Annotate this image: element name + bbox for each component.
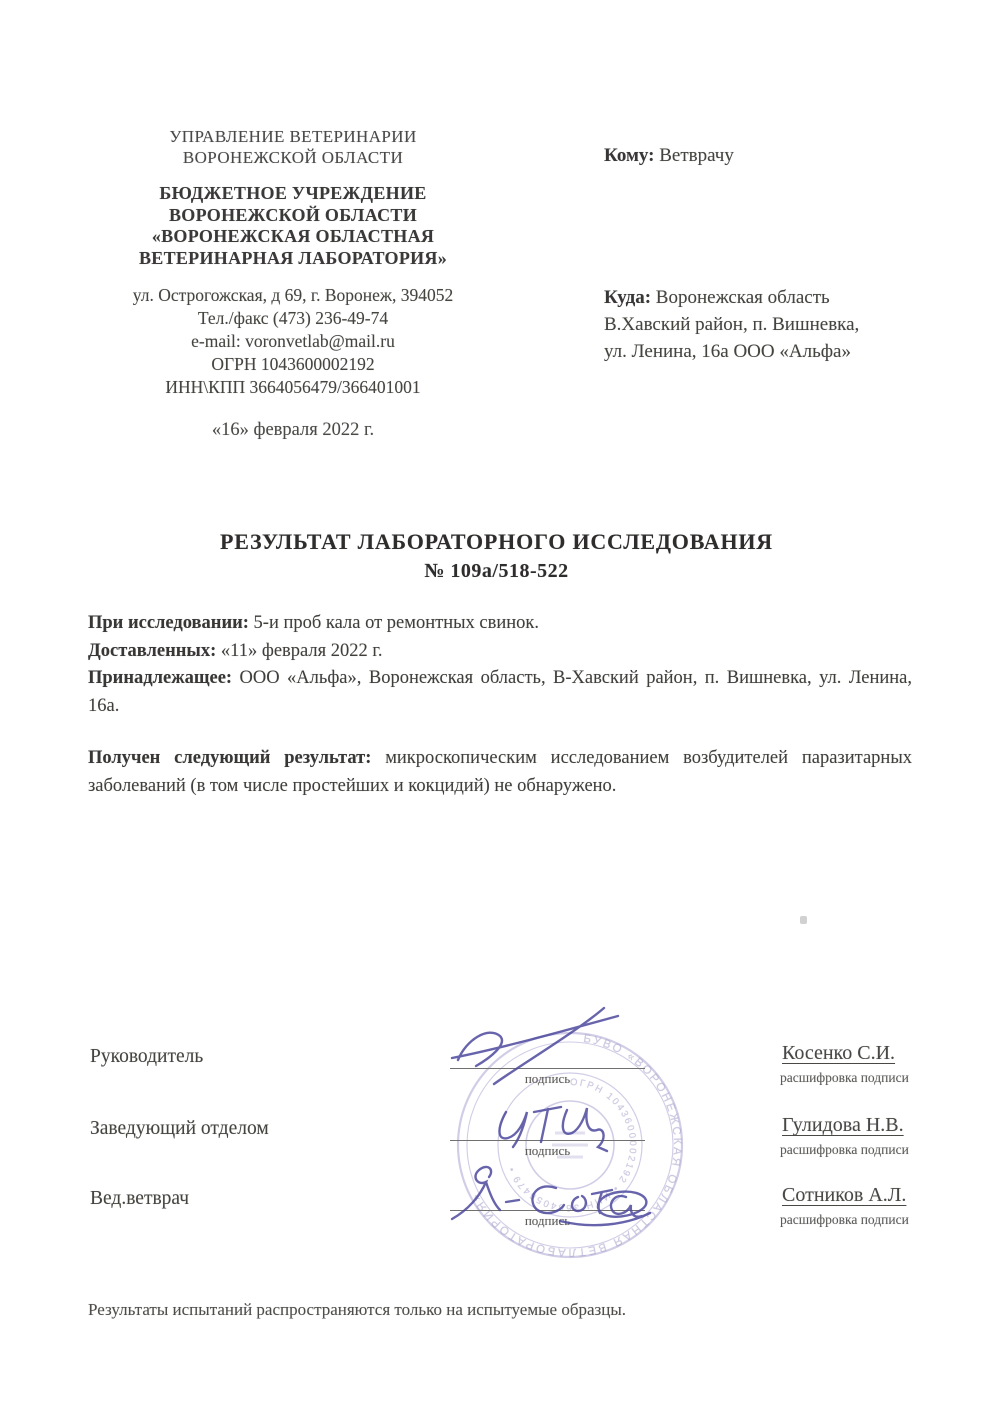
org-authority-line: УПРАВЛЕНИЕ ВЕТЕРИНАРИИ: [169, 127, 417, 146]
org-name: [78, 183, 508, 269]
stamp-ring-text-inner: ОГРН 1043600002192 • ИНН 3664056479 •: [505, 1076, 638, 1214]
footer-note: Результаты испытаний распространяются только на испытуемые образцы.: [88, 1300, 626, 1319]
recipient-where-line: ул. Ленина, 16а ООО «Альфа»: [604, 341, 851, 362]
org-street-address: ул. Острогожская, д 69, г. Воронеж, 394052: [132, 285, 454, 305]
org-phone: Тел./факс (473) 236-49-74: [197, 308, 389, 328]
stamp-ring-text-outer: БУВО «ВОРОНЕЖСКАЯ ОБЛАСТНАЯ ВЕТЛАБОРАТОРИЯ»: [468, 1032, 684, 1259]
scan-artifact: [800, 916, 807, 924]
signature-row-lead-vet: [0, 1180, 993, 1250]
document-number: № 109а/518-522: [424, 560, 569, 582]
signature-role: Вед.ветврач: [90, 1188, 190, 1209]
paragraph-owner-label: Принадлежащее:: [88, 668, 233, 688]
org-contact-block: [78, 284, 508, 399]
signature-row-head-of-department: [0, 1110, 993, 1180]
body-details: [88, 610, 912, 720]
org-authority-line: ВОРОНЕЖСКОЙ ОБЛАСТИ: [182, 148, 404, 167]
org-authority: [78, 126, 508, 168]
signature-caption: подпись: [524, 1071, 571, 1086]
paragraph-examined: [88, 610, 912, 638]
signature-name: Гулидова Н.В.: [782, 1114, 904, 1136]
signature-line: [450, 1068, 645, 1069]
paragraph-examined-label: При исследовании:: [88, 613, 249, 633]
org-name-line: БЮДЖЕТНОЕ УЧРЕЖДЕНИЕ: [159, 183, 427, 203]
document-date: «16» февраля 2022 г.: [211, 420, 375, 440]
paragraph-owner-text: ООО «Альфа», Воронежская область, В-Хавский район, п. Вишневка, ул. Ленина, 16а.: [88, 668, 912, 716]
org-name-line: ВОРОНЕЖСКОЙ ОБЛАСТИ: [168, 204, 418, 225]
recipient-to-label: Кому:: [604, 145, 655, 166]
recipient-where-label: Куда:: [604, 287, 652, 308]
signature-name-caption: расшифровка подписи: [780, 1070, 909, 1085]
paragraph-result: [88, 745, 912, 800]
paragraph-result-label: Получен следующий результат:: [88, 748, 372, 768]
signature-role: Руководитель: [90, 1046, 204, 1067]
signature-name-caption: расшифровка подписи: [780, 1142, 909, 1157]
signature-name: Сотников А.Л.: [782, 1184, 907, 1206]
org-email: e-mail: voronvetlab@mail.ru: [191, 331, 395, 351]
paragraph-result-text: микроскопическим исследованием возбудителей паразитарных заболеваний (в том числе простейших и кокцидий) не обнаружено.: [88, 748, 912, 796]
org-inn-kpp: ИНН\КПП 3664056479/366401001: [165, 377, 421, 397]
signature-row-director: [0, 1038, 993, 1108]
signature-role: Заведующий отделом: [90, 1118, 269, 1139]
recipient-where-value: Воронежская область: [655, 287, 830, 308]
org-name-line: ВЕТЕРИНАРНАЯ ЛАБОРАТОРИЯ»: [138, 247, 448, 268]
paragraph-delivered-label: Доставленных:: [88, 640, 217, 661]
org-name-line: «ВОРОНЕЖСКАЯ ОБЛАСТНАЯ: [151, 226, 435, 246]
body-result: [88, 745, 912, 800]
recipient-where: [604, 284, 949, 365]
signature-line: [450, 1140, 645, 1141]
signature-caption: подпись: [524, 1213, 571, 1228]
recipient-to-value: Ветврачу: [659, 145, 734, 166]
paragraph-owner: [88, 665, 912, 720]
paragraph-delivered: [88, 638, 912, 666]
recipient-where-line: [604, 284, 949, 311]
recipient-to: [604, 142, 949, 169]
paragraph-delivered-text: «11» февраля 2022 г.: [220, 640, 383, 661]
recipient-where-line: В.Хавский район, п. Вишневка,: [604, 314, 860, 335]
signature-caption: подпись: [524, 1143, 571, 1158]
org-ogrn: ОГРН 1043600002192: [211, 354, 375, 374]
signature-line: [450, 1210, 645, 1211]
signature-name: Косенко С.И.: [782, 1042, 896, 1064]
paragraph-examined-text: 5-и проб кала от ремонтных свинок.: [253, 613, 540, 633]
document-title: РЕЗУЛЬТАТ ЛАБОРАТОРНОГО ИССЛЕДОВАНИЯ: [219, 529, 773, 554]
signature-name-caption: расшифровка подписи: [780, 1212, 909, 1227]
